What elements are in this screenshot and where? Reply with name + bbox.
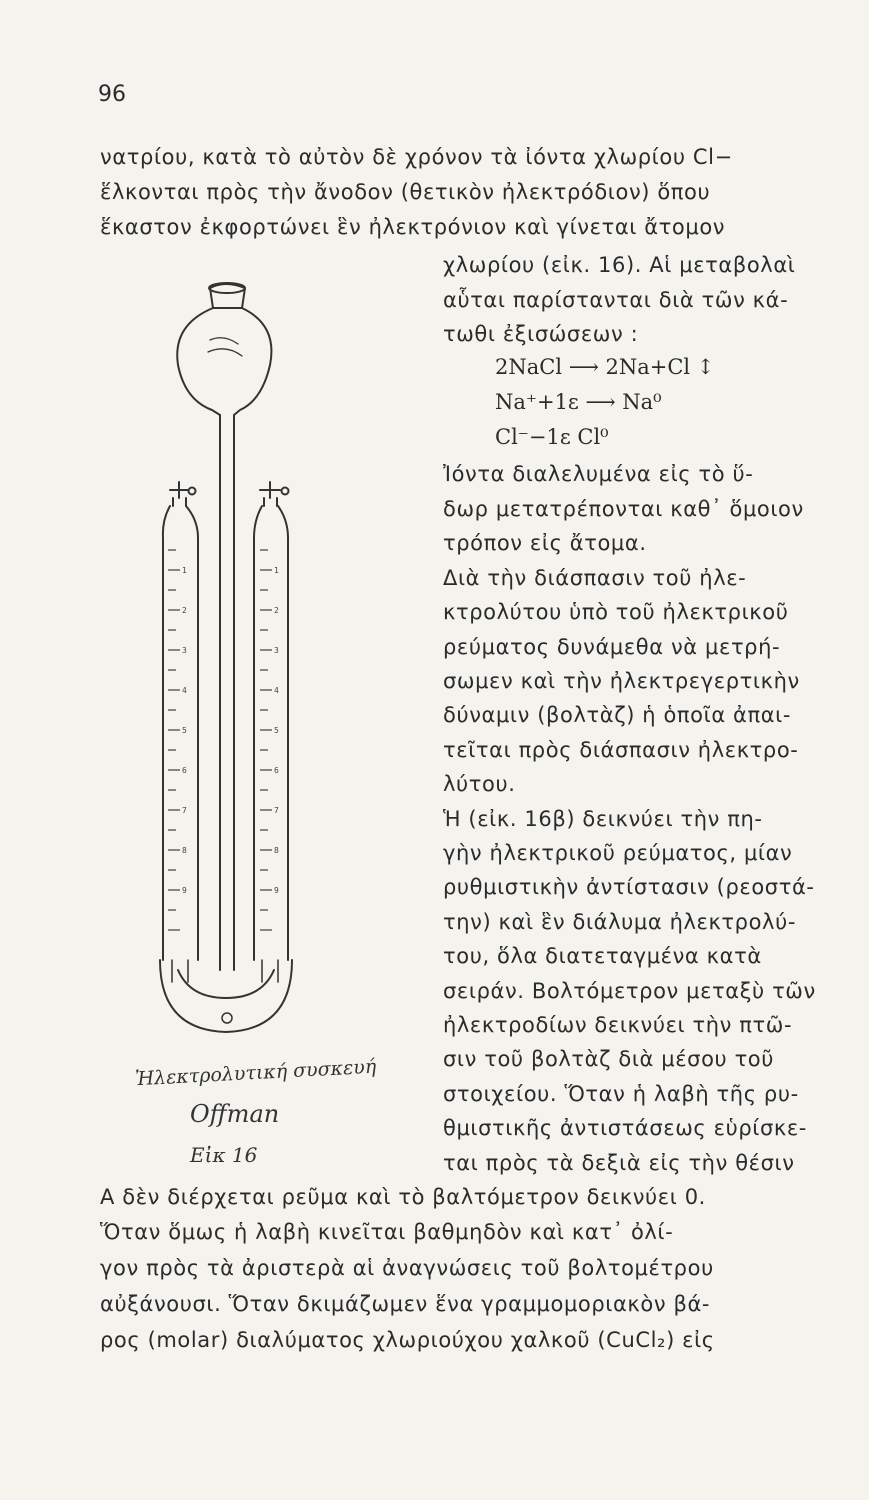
text-line: θμιστικῆς ἀντιστάσεως εὑρίσκε- bbox=[443, 1116, 807, 1140]
svg-text:8: 8 bbox=[274, 846, 279, 855]
svg-text:4: 4 bbox=[274, 686, 279, 695]
svg-text:9: 9 bbox=[182, 886, 187, 895]
svg-text:7: 7 bbox=[274, 806, 279, 815]
text-line: σιν τοῦ βολτὰζ διὰ μέσου τοῦ bbox=[443, 1047, 775, 1071]
text-line: κτρολύτου ὑπὸ τοῦ ἠλεκτρικοῦ bbox=[443, 600, 789, 624]
text-line: ἠλεκτροδίων δεικνύει τὴν πτῶ- bbox=[443, 1013, 793, 1037]
text-line: τρόπον εἰς ἄτομα. bbox=[443, 531, 647, 555]
svg-text:2: 2 bbox=[274, 606, 279, 615]
text-line: δύναμιν (βολτὰζ) ἡ ὁποῖα ἀπαι- bbox=[443, 703, 792, 727]
text-line: Ἡ (εἰκ. 16β) δεικνύει τὴν πη- bbox=[443, 807, 763, 831]
equation: Cl⁻−1ε Cl⁰ bbox=[495, 425, 609, 449]
text-line: στοιχείου. Ὅταν ἡ λαβὴ τῆς ρυ- bbox=[443, 1082, 799, 1106]
svg-text:8: 8 bbox=[182, 846, 187, 855]
svg-text:4: 4 bbox=[182, 686, 187, 695]
text-line: σειράν. Βολτόμετρον μεταξὺ τῶν bbox=[443, 979, 816, 1003]
text-line: αὐξάνουσι. Ὅταν δκιμάζωμεν ἕνα γραμμομοριακὸν βά- bbox=[100, 1292, 711, 1316]
text-line: δωρ μετατρέπονται καθ᾿ ὅμοιον bbox=[443, 497, 804, 521]
text-line: ἕκαστον ἐκφορτώνει ἓν ἠλεκτρόνιον καὶ γίνεται ἄτομον bbox=[100, 215, 726, 239]
svg-text:1: 1 bbox=[274, 566, 279, 575]
page-number: 96 bbox=[98, 82, 126, 107]
text-line: ἕλκονται πρὸς τὴν ἄνοδον (θετικὸν ἠλεκτρόδιον) ὅπου bbox=[100, 180, 711, 204]
text-line: τωθι ἐξισώσεων : bbox=[443, 322, 639, 346]
text-line: Ἰόντα διαλελυμένα εἰς τὸ ὕ- bbox=[443, 462, 754, 486]
text-line: ρεύματος δυνάμεθα νὰ μετρή- bbox=[443, 635, 781, 659]
equation: Na⁺+1ε ⟶ Na⁰ bbox=[495, 390, 662, 414]
svg-text:5: 5 bbox=[182, 726, 187, 735]
text-line: χλωρίου (εἰκ. 16). Αἱ μεταβολαὶ bbox=[443, 253, 796, 277]
text-line: του, ὅλα διατεταγμένα κατὰ bbox=[443, 944, 762, 968]
text-line: τεῖται πρὸς διάσπασιν ἠλεκτρο- bbox=[443, 738, 799, 762]
text-line: Α δὲν διέρχεται ρεῦμα καὶ τὸ βαλτόμετρον δεικνύει 0. bbox=[100, 1185, 706, 1209]
text-line: λύτου. bbox=[443, 772, 516, 796]
svg-text:7: 7 bbox=[182, 806, 187, 815]
svg-text:9: 9 bbox=[274, 886, 279, 895]
text-line: γὴν ἠλεκτρικοῦ ρεύματος, μίαν bbox=[443, 841, 793, 865]
svg-text:2: 2 bbox=[182, 606, 187, 615]
figure-caption-title: Ἠλεκτρολυτική συσκευή bbox=[134, 1055, 377, 1091]
text-line: σωμεν καὶ τὴν ἠλεκτρεγερτικὴν bbox=[443, 669, 800, 693]
text-line: Διὰ τὴν διάσπασιν τοῦ ἠλε- bbox=[443, 566, 747, 590]
text-line: Ὅταν ὅμως ἡ λαβὴ κινεῖται βαθμηδὸν καὶ κατ᾿ ὀλί- bbox=[100, 1220, 674, 1244]
text-line: την) καὶ ἓν διάλυμα ἠλεκτρολύ- bbox=[443, 910, 797, 934]
figure-caption-number: Εἰκ 16 bbox=[190, 1143, 258, 1167]
text-line: νατρίου, κατὰ τὸ αὐτὸν δὲ χρόνον τὰ ἰόντα χλωρίου Cl− bbox=[100, 145, 733, 169]
svg-text:6: 6 bbox=[274, 766, 279, 775]
figure-caption-name: Offman bbox=[190, 1100, 280, 1128]
svg-text:6: 6 bbox=[182, 766, 187, 775]
electrolysis-apparatus-drawing bbox=[150, 270, 440, 1050]
text-line: ρος (molar) διαλύματος χλωριούχου χαλκοῦ (CuCl₂) εἰς bbox=[100, 1328, 715, 1352]
svg-text:1: 1 bbox=[182, 566, 187, 575]
text-line: ρυθμιστικὴν ἀντίστασιν (ρεοστά- bbox=[443, 875, 815, 899]
svg-text:3: 3 bbox=[274, 646, 279, 655]
text-line: ται πρὸς τὰ δεξιὰ εἰς τὴν θέσιν bbox=[443, 1151, 795, 1175]
text-line: γον πρὸς τὰ ἀριστερὰ αἱ ἀναγνώσεις τοῦ βολτομέτρου bbox=[100, 1256, 714, 1280]
equation: 2NaCl ⟶ 2Na+Cl ↕ bbox=[495, 355, 715, 379]
svg-text:3: 3 bbox=[182, 646, 187, 655]
svg-text:5: 5 bbox=[274, 726, 279, 735]
text-line: αὗται παρίστανται διὰ τῶν κά- bbox=[443, 288, 789, 312]
